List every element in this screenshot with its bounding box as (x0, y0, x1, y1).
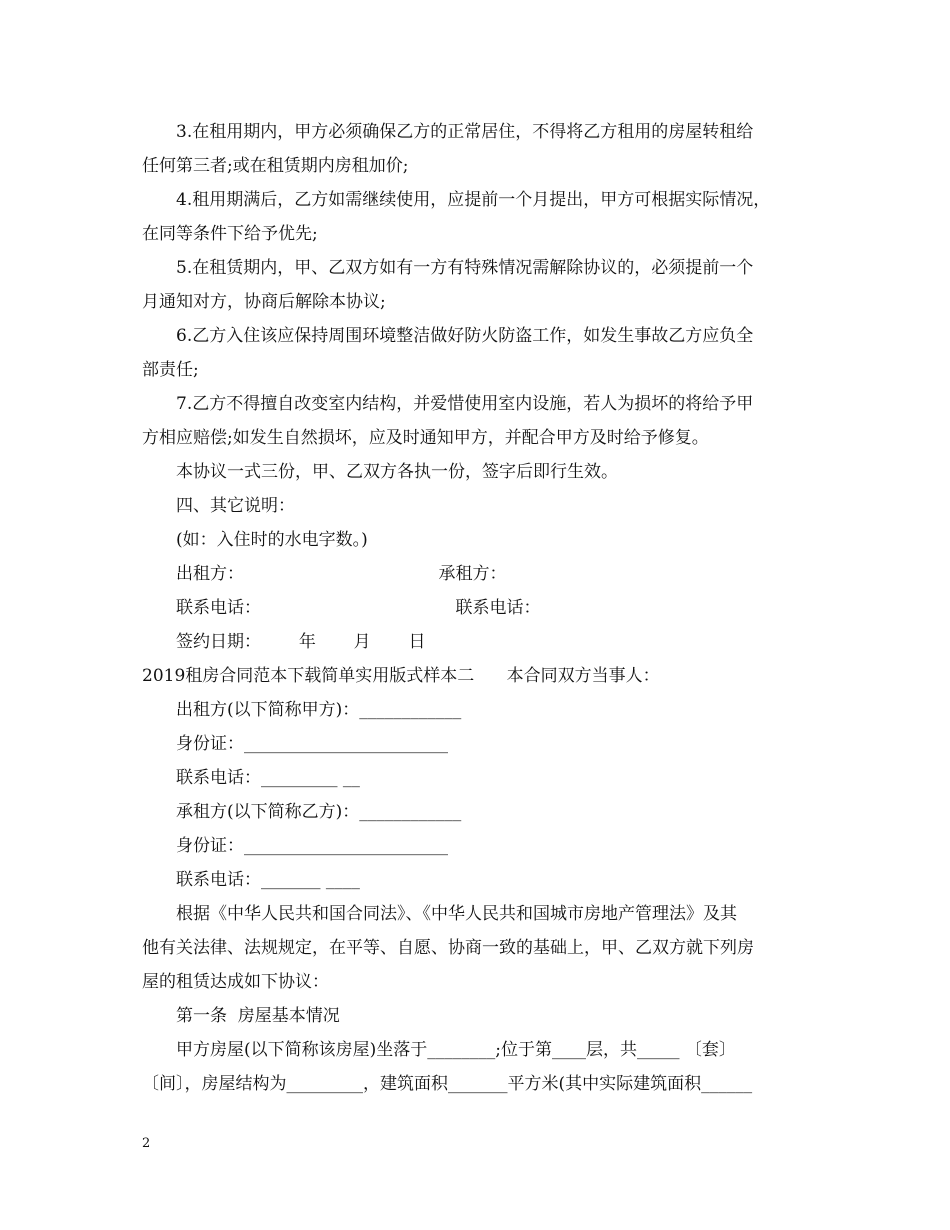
clause-3-line-1: 3.在租用期内，甲方必须确保乙方的正常居住，不得将乙方租用的房屋转租给 (176, 122, 754, 142)
preamble-line-2: 他有关法律、法规规定，在平等、自愿、协商一致的基础上，甲、乙双方就下列房 (142, 938, 754, 958)
preamble-line-3: 屋的租赁达成如下协议： (142, 972, 329, 992)
signature-parties: 出租方： 承租方： (176, 564, 507, 584)
signing-date: 签约日期： 年 月 日 (176, 632, 426, 652)
other-notes-example: (如：入住时的水电字数。) (176, 530, 368, 550)
clause-7-line-1: 7.乙方不得擅自改变室内结构，并爱惜使用室内设施，若人为损坏的将给予甲 (176, 394, 754, 414)
clause-4-line-1: 4.租用期满后，乙方如需继续使用，应提前一个月提出，甲方可根据实际情况， (176, 190, 771, 210)
preamble-line-1: 根据《中华人民共和国合同法》、《中华人民共和国城市房地产管理法》及其 (176, 904, 737, 924)
lessee-id-field: 身份证：________________________ (176, 836, 448, 856)
lessor-phone-field: 联系电话：_________ __ (176, 768, 360, 788)
lessee-phone-field: 联系电话：_______ ____ (176, 870, 360, 890)
section-four-heading: 四、其它说明： (176, 496, 295, 516)
clause-7-line-2: 方相应赔偿;如发生自然损坏，应及时通知甲方，并配合甲方及时给予修复。 (142, 428, 709, 448)
agreement-copies-note: 本协议一式三份，甲、乙双方各执一份，签字后即行生效。 (176, 462, 618, 482)
clause-5-line-2: 月通知对方，协商后解除本协议; (142, 292, 386, 312)
clause-3-line-2: 任何第三者;或在租赁期内房租加价; (142, 156, 409, 176)
page-number: 2 (142, 1136, 151, 1151)
article-one-heading: 第一条 房屋基本情况 (176, 1006, 340, 1026)
clause-4-line-2: 在同等条件下给予优先; (142, 224, 318, 244)
lessor-id-field: 身份证：________________________ (176, 734, 448, 754)
article-one-line-1: 甲方房屋(以下简称该房屋)坐落于________;位于第____层，共_____ 〔套〕 (176, 1040, 736, 1060)
lessee-field: 承租方(以下简称乙方)：____________ (176, 802, 462, 822)
clause-6-line-1: 6.乙方入住该应保持周围环境整洁做好防火防盗工作，如发生事故乙方应负全 (176, 326, 754, 346)
clause-6-line-2: 部责任; (142, 360, 199, 380)
clause-5-line-1: 5.在租赁期内，甲、乙双方如有一方有特殊情况需解除协议的，必须提前一个 (176, 258, 754, 278)
article-one-line-2: 〔间〕，房屋结构为_________，建筑面积_______平方米(其中实际建筑面积______ (142, 1074, 753, 1094)
lessor-field: 出租方(以下简称甲方)：____________ (176, 700, 462, 720)
signature-phones: 联系电话： 联系电话： (176, 598, 541, 618)
template-two-title: 2019租房合同范本下载简单实用版式样本二 本合同双方当事人： (142, 666, 660, 686)
